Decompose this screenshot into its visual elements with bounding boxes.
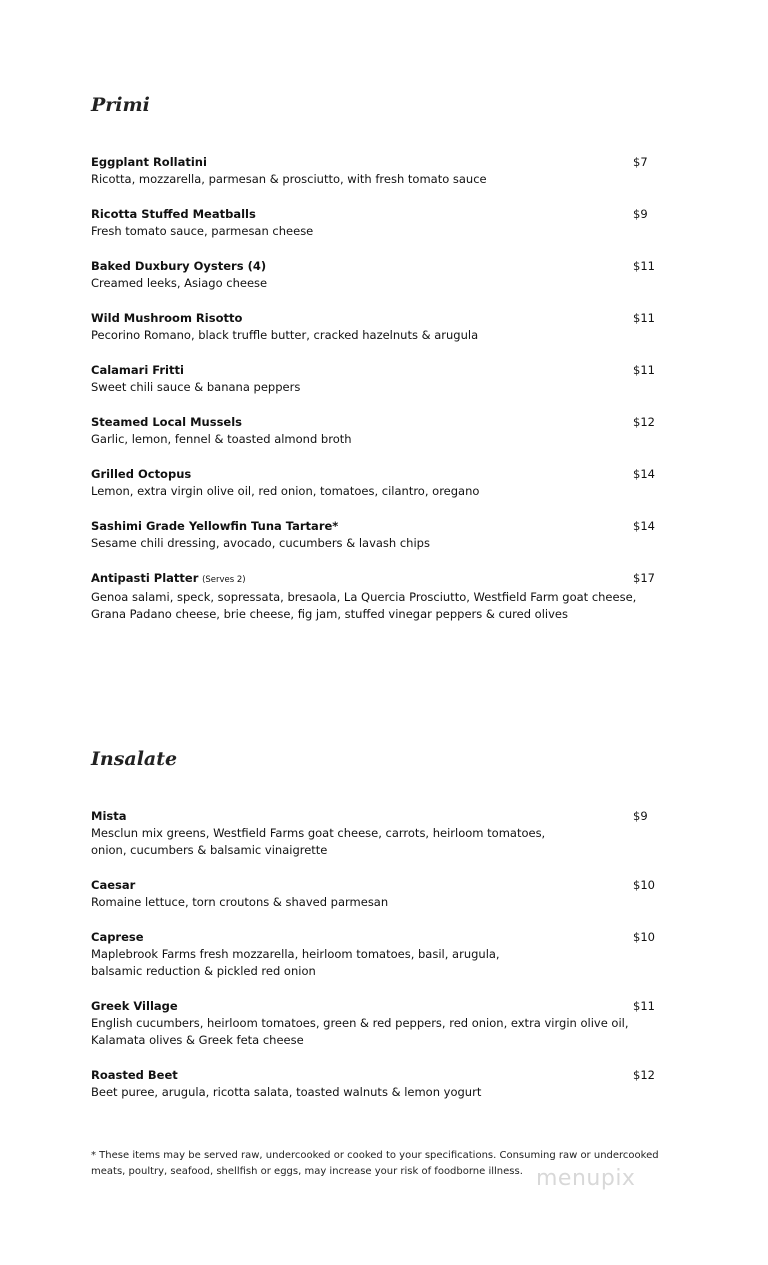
item-price: $11 [633, 311, 655, 325]
item-price: $14 [633, 467, 655, 481]
item-description: Mesclun mix greens, Westfield Farms goat cheese, carrots, heirloom tomatoes, onion, cucumbers & balsamic vinaigrette [91, 826, 546, 857]
item-price: $17 [633, 571, 655, 585]
menu-item [91, 362, 671, 396]
item-name: Caprese [91, 930, 144, 944]
item-name: Roasted Beet [91, 1068, 178, 1082]
item-name: Steamed Local Mussels [91, 415, 243, 429]
section-insalate [91, 746, 671, 1119]
menu-item [91, 1067, 671, 1101]
menu-item [91, 998, 671, 1049]
item-description: Creamed leeks, Asiago cheese [91, 276, 268, 290]
item-name: Sashimi Grade Yellowfin Tuna Tartare* [91, 519, 339, 533]
item-name: Eggplant Rollatini [91, 155, 207, 169]
menu-item [91, 206, 671, 240]
item-name: Wild Mushroom Risotto [91, 311, 243, 325]
section-title: Primi [91, 94, 150, 116]
item-description: Ricotta, mozzarella, parmesan & prosciutto, with fresh tomato sauce [91, 172, 487, 186]
menu-item [91, 258, 671, 292]
menu-item [91, 466, 671, 500]
menu-item [91, 154, 671, 188]
menu-item-list [91, 808, 671, 1101]
item-price: $9 [633, 809, 648, 823]
item-description: English cucumbers, heirloom tomatoes, green & red peppers, red onion, extra virgin olive oil, Kalamata olives & Greek feta cheese [91, 1016, 629, 1047]
item-description: Garlic, lemon, fennel & toasted almond broth [91, 432, 352, 446]
watermark-logo: menupix [536, 1166, 636, 1191]
item-price: $9 [633, 207, 648, 221]
item-price: $10 [633, 930, 655, 944]
item-description: Maplebrook Farms fresh mozzarella, heirloom tomatoes, basil, arugula, balsamic reduction & pickled red onion [91, 947, 500, 978]
item-description: Fresh tomato sauce, parmesan cheese [91, 224, 314, 238]
item-note: (Serves 2) [202, 575, 246, 585]
item-price: $10 [633, 878, 655, 892]
item-price: $11 [633, 259, 655, 273]
section-primi [91, 92, 671, 641]
item-price: $11 [633, 363, 655, 377]
item-description: Sweet chili sauce & banana peppers [91, 380, 301, 394]
item-name: Greek Village [91, 999, 178, 1013]
item-name: Ricotta Stuffed Meatballs [91, 207, 256, 221]
section-title: Insalate [91, 748, 178, 770]
item-description: Lemon, extra virgin olive oil, red onion, tomatoes, cilantro, oregano [91, 484, 480, 498]
item-description: Sesame chili dressing, avocado, cucumbers & lavash chips [91, 536, 430, 550]
raw-food-disclaimer: * These items may be served raw, undercooked or cooked to your specifications. Consuming raw or undercooked meats, poultry, seafood, shellfish or eggs, may increase your risk of foodborne illness. [91, 1150, 659, 1177]
item-description: Genoa salami, speck, sopressata, bresaola, La Quercia Prosciutto, Westfield Farm goat cheese, Grana Padano cheese, brie cheese, fig jam, stuffed vinegar peppers & cured olives [91, 590, 637, 621]
item-name: Baked Duxbury Oysters (4) [91, 259, 267, 273]
item-name: Calamari Fritti [91, 363, 184, 377]
menu-item [91, 570, 671, 623]
menu-item-list [91, 154, 671, 623]
menu-item [91, 877, 671, 911]
item-name: Caesar [91, 878, 136, 892]
item-price: $11 [633, 999, 655, 1013]
item-description: Romaine lettuce, torn croutons & shaved parmesan [91, 895, 389, 909]
item-price: $12 [633, 1068, 655, 1082]
item-name: Grilled Octopus [91, 467, 192, 481]
menu-item [91, 808, 671, 859]
item-description: Beet puree, arugula, ricotta salata, toasted walnuts & lemon yogurt [91, 1085, 482, 1099]
item-name: Mista [91, 809, 127, 823]
menu-item [91, 310, 671, 344]
item-description: Pecorino Romano, black truffle butter, cracked hazelnuts & arugula [91, 328, 479, 342]
menu-item [91, 414, 671, 448]
item-name: Antipasti Platter [91, 571, 199, 585]
menu-item [91, 929, 671, 980]
item-price: $14 [633, 519, 655, 533]
item-price: $12 [633, 415, 655, 429]
menu-item [91, 518, 671, 552]
item-price: $7 [633, 155, 648, 169]
